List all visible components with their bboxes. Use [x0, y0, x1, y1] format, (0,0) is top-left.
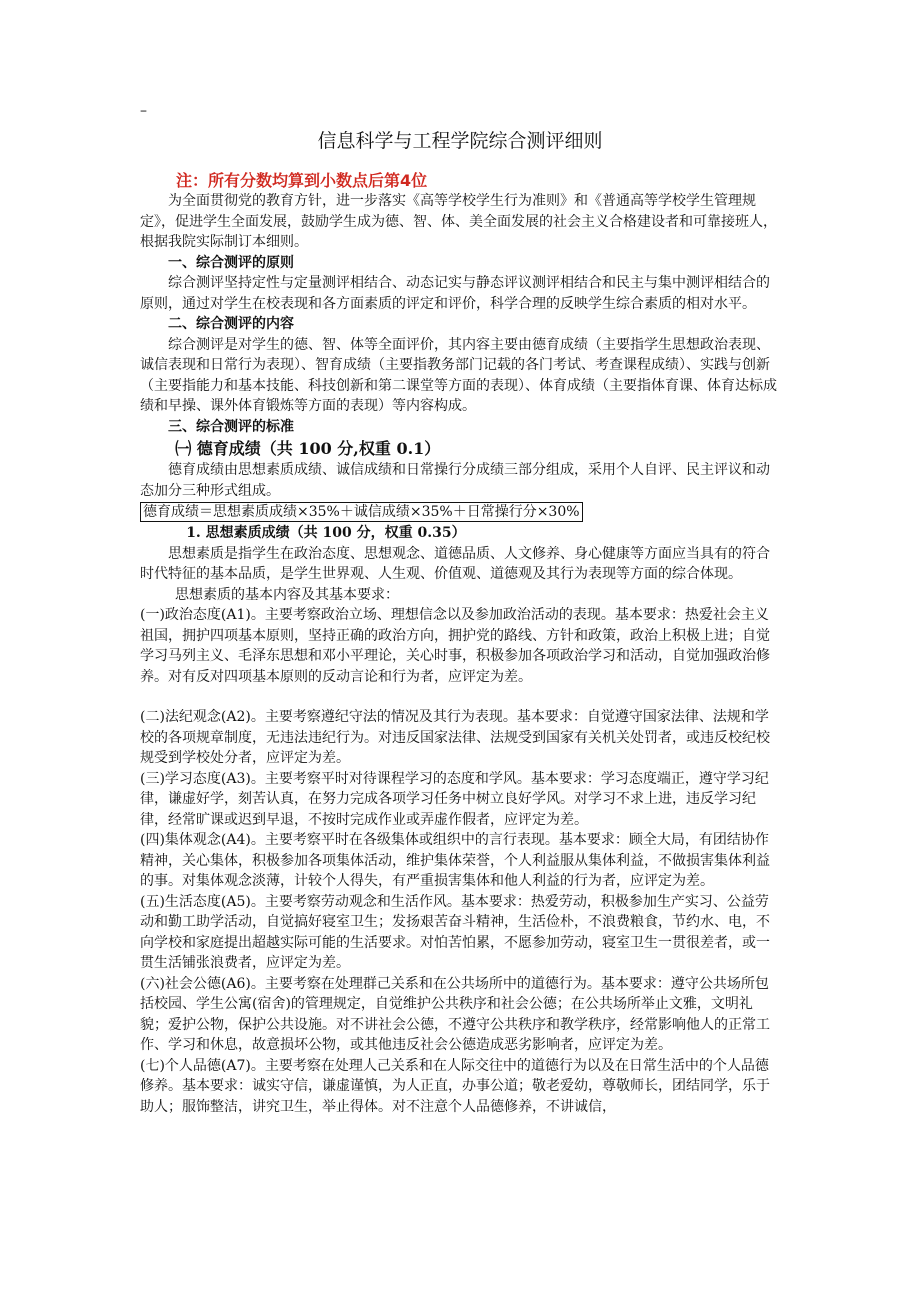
moral-score-heading: ㈠ 德育成绩（共 100 分,权重 0.1） — [175, 439, 441, 458]
page-mark: – — [140, 103, 147, 119]
requirement-item-a2: (二)法纪观念(A2)。主要考察遵纪守法的情况及其行为表现。基本要求：自觉遵守国家法律、法规和学校的各项规章制度，无违法违纪行为。对违反国家法律、法规受到国家有关机关处罚者，或违反校纪校规受到学校处分者，应评定为差。 — [140, 709, 770, 766]
content-paragraph: 综合测评是对学生的德、智、体等全面评价，其内容主要由德育成绩（主要指学生思想政治表现、诚信表现和日常行为表现）、智育成绩（主要指教务部门记载的各门考试、考查课程成绩）、实践与创新（主要指能力和基本技能、科技创新和第二课堂等方面的表现）、体育成绩（主要指体育课、体育达标成绩和早操、课外体育锻炼等方面的表现）等内容构成。 — [140, 336, 777, 414]
requirements-intro: 思想素质的基本内容及其基本要求： — [175, 586, 399, 603]
paragraph-gap — [140, 687, 780, 707]
requirement-item-a1: (一)政治态度(A1)。主要考察政治立场、理想信念以及参加政治活动的表现。基本要求：热爱社会主义祖国，拥护四项基本原则，坚持正确的政治方向，拥护党的路线、方针和政策，政治上积极上进；自觉学习马列主义、毛泽东思想和邓小平理论，关心时事，积极参加各项政治学习和活动，自觉加强政治修养。对有反对四项基本原则的反动言论和行为者，应评定为差。 — [140, 607, 770, 685]
principles-paragraph: 综合测评坚持定性与定量测评相结合、动态记实与静态评议测评相结合和民主与集中测评相结合的原则，通过对学生在校表现和各方面素质的评定和评价，科学合理的反映学生综合素质的相对水平。 — [140, 275, 770, 312]
requirement-item-a6: (六)社会公德(A6)。主要考察在处理群己关系和在公共场所中的道德行为。基本要求：遵守公共场所包括校园、学生公寓(宿舍)的管理规定，自觉维护公共秩序和社会公德；在公共场所举止文雅，文明礼貌；爱护公物，保护公共设施。对不讲社会公德，不遵守公共秩序和教学秩序，经常影响他人的正常工作、学习和休息，故意损坏公物，或其他违反社会公德造成恶劣影响者，应评定为差。 — [140, 975, 770, 1053]
requirement-item-a3: (三)学习态度(A3)。主要考察平时对待课程学习的态度和学风。基本要求：学习态度端正，遵守学习纪律，谦虚好学，刻苦认真，在努力完成各项学习任务中树立良好学风。对学习不求上进，违反学习纪律，经常旷课或迟到早退，不按时完成作业或弄虚作假者，应评定为差。 — [140, 770, 769, 828]
requirement-item-a5: (五)生活态度(A5)。主要考察劳动观念和生活作风。基本要求：热爱劳动，积极参加生产实习、公益劳动和勤工助学活动，自觉搞好寝室卫生；发扬艰苦奋斗精神，生活俭朴，不浪费粮食，节约水、电，不向学校和家庭提出超越实际可能的生活要求。对怕苦怕累，不愿参加劳动，寝室卫生一贯很差者，或一贯生活铺张浪费者，应评定为差。 — [140, 893, 770, 971]
requirement-item-a7: (七)个人品德(A7)。主要考察在处理人己关系和在人际交往中的道德行为以及在日常生活中的个人品德修养。基本要求：诚实守信，谦虚谨慎，为人正直，办事公道；敬老爱幼，尊敬师长，团结同学，乐于助人；服饰整洁，讲究卫生，举止得体。对不注意个人品德修养，不讲诚信， — [140, 1057, 770, 1115]
ideology-score-heading: 1. 思想素质成绩（共 100 分，权重 0.35） — [186, 525, 466, 541]
section-heading-content: 二、综合测评的内容 — [168, 316, 294, 332]
ideology-paragraph: 思想素质是指学生在政治态度、思想观念、道德品质、人文修养、身心健康等方面应当具有的符合时代特征的基本品质，是学生世界观、人生观、价值观、道德观及其行为表现等方面的综合体现。 — [140, 545, 770, 582]
section-heading-principles: 一、综合测评的原则 — [168, 254, 294, 271]
requirement-item-a4: (四)集体观念(A4)。主要考察平时在各级集体或组织中的言行表现。基本要求：顾全大局，有团结协作精神，关心集体，积极参加各项集体活动，维护集体荣誉，个人利益服从集体利益，不做损害集体利益的事。对集体观念淡薄，计较个人得失，有严重损害集体和他人利益的行为者，应评定为差。 — [140, 832, 770, 889]
moral-score-formula: 德育成绩＝思想素质成绩×35%＋诚信成绩×35%＋日常操行分×30% — [140, 502, 583, 522]
moral-score-paragraph: 德育成绩由思想素质成绩、诚信成绩和日常操行分成绩三部分组成，采用个人自评、民主评议和动态加分三种形式组成。 — [140, 462, 770, 499]
document-title: 信息科学与工程学院综合测评细则 — [317, 130, 603, 152]
document-body — [140, 191, 780, 1117]
intro-paragraph: 为全面贯彻党的教育方针，进一步落实《高等学校学生行为准则》和《普通高等学校学生管理规定》，促进学生全面发展，鼓励学生成为德、智、体、美全面发展的社会主义合格建设者和可靠接班人，根据我院实际制订本细则。 — [140, 193, 777, 250]
section-heading-standards: 三、综合测评的标准 — [168, 418, 294, 435]
precision-note: 注：所有分数均算到小数点后第4位 — [176, 171, 428, 190]
